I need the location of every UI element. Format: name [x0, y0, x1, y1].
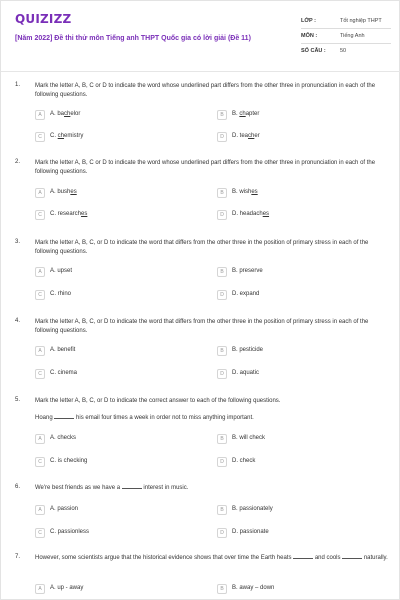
meta-key: LỚP :: [301, 18, 316, 24]
option-a[interactable]: [35, 188, 205, 199]
option-label: D. check: [232, 458, 256, 464]
question-number: 6.: [15, 484, 21, 490]
header-divider: [1, 71, 400, 72]
answer-blank: [54, 414, 74, 419]
option-b[interactable]: [217, 434, 387, 445]
option-c[interactable]: [35, 528, 205, 539]
option-c[interactable]: [35, 210, 205, 221]
option-b[interactable]: [217, 505, 387, 516]
meta-key: MÔN :: [301, 33, 318, 39]
option-label: D. expand: [232, 291, 260, 297]
question-number: 1.: [15, 82, 21, 88]
question-text: Mark the letter A, B, C or D to indicate the word whose underlined part differs from the other three in pronunciation in each of the following questions.: [35, 83, 376, 98]
option-b[interactable]: [217, 584, 387, 595]
option-d[interactable]: [217, 457, 387, 468]
question-number: 4.: [15, 318, 21, 324]
option-b[interactable]: [217, 267, 387, 278]
option-label: C. researches: [50, 211, 88, 217]
option-c[interactable]: [35, 132, 205, 143]
option-letter: A: [35, 346, 45, 356]
question-stem: Hoang his email four times a week in order not to miss anything important.: [35, 415, 254, 421]
option-letter: B: [217, 110, 227, 120]
option-label: A. upset: [50, 268, 73, 274]
option-c[interactable]: [35, 457, 205, 468]
option-label: D. teacher: [232, 133, 260, 139]
option-letter: D: [217, 132, 227, 142]
option-label: D. headaches: [232, 211, 270, 217]
option-letter: B: [217, 434, 227, 444]
option-b[interactable]: [217, 346, 387, 357]
option-d[interactable]: [217, 528, 387, 539]
option-label: B. chapter: [232, 111, 260, 117]
option-letter: C: [35, 210, 45, 220]
option-letter: B: [217, 346, 227, 356]
option-letter: A: [35, 505, 45, 515]
option-d[interactable]: [217, 132, 387, 143]
option-letter: D: [217, 290, 227, 300]
option-label: C. chemistry: [50, 133, 84, 139]
option-label: B. preserve: [232, 268, 263, 274]
option-letter: D: [217, 210, 227, 220]
meta-value: Tiếng Anh: [340, 33, 365, 39]
question-text: Mark the letter A, B, C, or D to indicate the word that differs from the other three in the position of primary stress in each of the following questions.: [35, 319, 369, 334]
option-d[interactable]: [217, 290, 387, 301]
question-text: Mark the letter A, B, C or D to indicate the word whose underlined part differs from the other three in pronunciation in each of the following questions.: [35, 160, 376, 175]
option-letter: D: [217, 528, 227, 538]
option-letter: C: [35, 457, 45, 467]
question-number: 3.: [15, 239, 21, 245]
option-b[interactable]: [217, 188, 387, 199]
option-letter: A: [35, 584, 45, 594]
option-letter: C: [35, 132, 45, 142]
option-label: D. aquatic: [232, 370, 260, 376]
option-label: B. passionately: [232, 506, 273, 512]
option-label: C. passionless: [50, 529, 90, 535]
option-label: B. pesticide: [232, 347, 264, 353]
option-a[interactable]: [35, 110, 205, 121]
page-title: [Năm 2022] Đề thi thử môn Tiếng anh THPT Quốc gia có lời giải (Đề 11): [15, 35, 251, 42]
meta-key: SỐ CÂU :: [301, 48, 326, 54]
option-b[interactable]: [217, 110, 387, 121]
option-label: C. rhino: [50, 291, 72, 297]
option-letter: A: [35, 434, 45, 444]
option-a[interactable]: [35, 434, 205, 445]
option-letter: A: [35, 110, 45, 120]
option-letter: A: [35, 188, 45, 198]
answer-blank: [293, 554, 313, 559]
divider: [301, 28, 391, 29]
option-letter: B: [217, 505, 227, 515]
option-d[interactable]: [217, 210, 387, 221]
option-label: A. bushes: [50, 189, 77, 195]
option-letter: B: [217, 267, 227, 277]
divider: [301, 43, 391, 44]
option-letter: C: [35, 290, 45, 300]
option-label: A. bachelor: [50, 111, 81, 117]
meta-value: Tốt nghiệp THPT: [340, 18, 382, 24]
option-a[interactable]: [35, 584, 205, 595]
option-label: A. passion: [50, 506, 79, 512]
question-text: However, some scientists argue that the historical evidence shows that over time the Earth heats and cools naturally.: [35, 555, 388, 561]
option-letter: A: [35, 267, 45, 277]
option-a[interactable]: [35, 346, 205, 357]
option-a[interactable]: [35, 267, 205, 278]
question-text: Mark the letter A, B, C, or D to indicate the correct answer to each of the following questions.: [35, 398, 281, 404]
option-d[interactable]: [217, 369, 387, 380]
question-text: We're best friends as we have a interest in music.: [35, 485, 189, 491]
question-number: 2.: [15, 159, 21, 165]
option-c[interactable]: [35, 290, 205, 301]
meta-value: 50: [340, 48, 347, 54]
option-label: C. cinema: [50, 370, 78, 376]
answer-blank: [342, 554, 362, 559]
option-label: A. benefit: [50, 347, 76, 353]
option-label: B. wishes: [232, 189, 258, 195]
option-letter: B: [217, 188, 227, 198]
question-number: 5.: [15, 397, 21, 403]
question-number: 7.: [15, 554, 21, 560]
option-a[interactable]: [35, 505, 205, 516]
question-text: Mark the letter A, B, C, or D to indicate the word that differs from the other three in the position of primary stress in each of the following questions.: [35, 240, 369, 255]
option-label: D. passionate: [232, 529, 269, 535]
answer-blank: [122, 484, 142, 489]
option-letter: D: [217, 457, 227, 467]
option-c[interactable]: [35, 369, 205, 380]
option-label: A. up - away: [50, 585, 84, 591]
option-letter: B: [217, 584, 227, 594]
option-label: C. is checking: [50, 458, 88, 464]
option-label: A. checks: [50, 435, 77, 441]
option-label: B. will check: [232, 435, 266, 441]
quizizz-logo: QUIZIZZ: [15, 12, 72, 26]
option-letter: C: [35, 528, 45, 538]
option-letter: C: [35, 369, 45, 379]
option-label: B. away – down: [232, 585, 275, 591]
option-letter: D: [217, 369, 227, 379]
